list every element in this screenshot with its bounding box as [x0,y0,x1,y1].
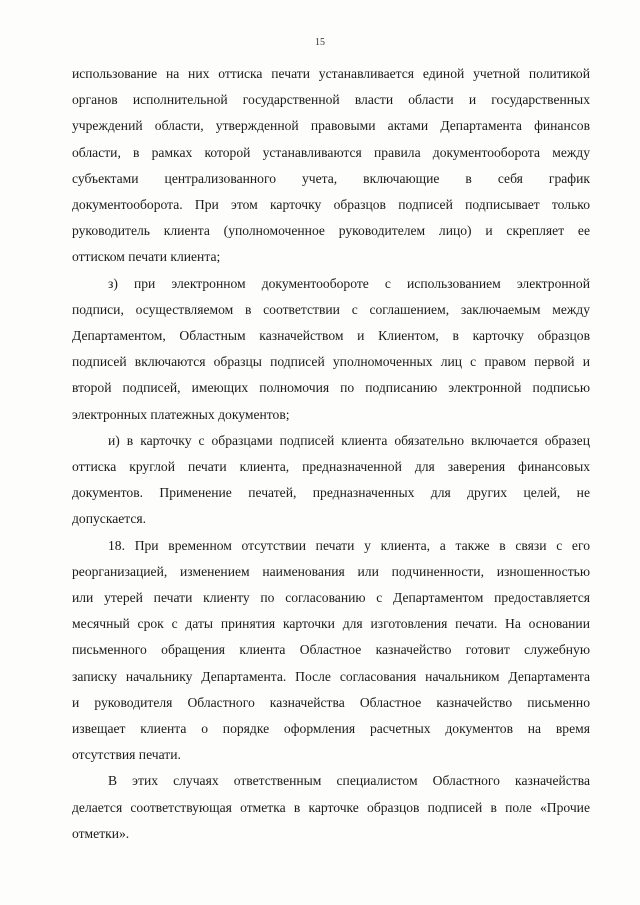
text-line: Департаментом, Областным казначейством и Клиентом, в карточку образцов [72,328,590,344]
text-line: извещает клиента о порядке оформления расчетных документов на время [72,721,590,737]
text-line: допускается. [72,511,147,527]
text-line: реорганизацией, изменением наименования или подчиненности, изношенностью [72,563,590,579]
text-line: и) в карточку с образцами подписей клиента обязательно включается образец [108,432,590,448]
text-line: учреждений области, утвержденной правовыми актами Департамента финансов [72,118,590,134]
text-line: делается соответствующая отметка в карточке образцов подписей в поле «Прочие [72,799,590,815]
text-line: субъектами централизованного учета, включающие в себя график [72,170,590,186]
text-line: письменного обращения клиента Областное казначейство готовит служебную [72,642,590,658]
document-body [72,61,590,847]
paragraph-item-z [72,271,590,428]
text-line: органов исполнительной государственной власти области и государственных [72,92,590,108]
paragraph-marking [72,768,590,847]
paragraph-continuation [72,61,590,271]
text-line: оттиском печати клиента; [72,249,221,265]
text-line: или утерей печати клиенту по согласованию с Департаментом предоставляется [72,590,590,606]
text-line: подписи, осуществляемом в соответствии с соглашением, заключаемым между [72,301,590,317]
text-line: использование на них оттиска печати устанавливается единой учетной политикой [72,66,590,81]
text-line: документооборота. При этом карточку образцов подписей подписывает только [72,197,590,213]
text-line: 18. При временном отсутствии печати у клиента, а также в связи с его [108,537,590,553]
text-line: и руководителя Областного казначейства Областное казначейство письменно [72,694,590,710]
text-line: документов. Применение печатей, предназначенных для других целей, не [72,485,590,501]
text-line: записку начальнику Департамента. После согласования начальником Департамента [72,668,590,684]
paragraph-item-i [72,428,590,533]
text-line: месячный срок с даты принятия карточки для изготовления печати. На основании [72,616,590,632]
page-number: 15 [315,37,325,48]
text-line: отметки». [72,825,130,841]
text-line: руководитель клиента (уполномоченное руководителем лицо) и скрепляет ее [72,223,590,239]
text-line: подписей включаются образцы подписей уполномоченных лиц с правом первой и [72,354,590,370]
text-line: области, в рамках которой устанавливаются правила документооборота между [72,144,590,160]
text-line: з) при электронном документообороте с использованием электронной [108,275,590,291]
text-line: второй подписей, имеющих полномочия по подписанию электронной подписью [72,380,590,396]
text-line: В этих случаях ответственным специалистом Областного казначейства [108,773,590,789]
text-line: оттиска круглой печати клиента, предназначенной для заверения финансовых [72,459,590,475]
text-line: отсутствия печати. [72,747,181,763]
text-line: электронных платежных документов; [72,406,290,422]
paragraph-section-18 [72,533,590,769]
